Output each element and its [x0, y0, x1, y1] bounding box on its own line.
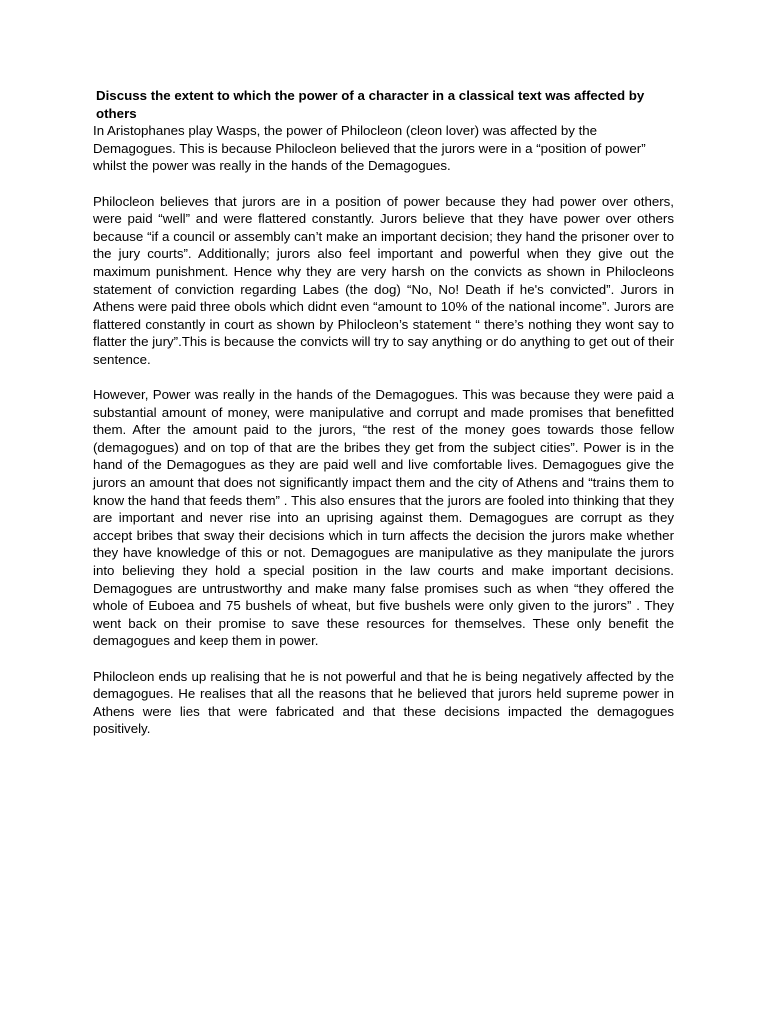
essay-title: Discuss the extent to which the power of a character in a classical text was affected by others: [96, 88, 645, 121]
paragraph-demagogues-power: However, Power was really in the hands of the Demagogues. This was because they were paid a substantial amount of money, were manipulative and corrupt and made promises that benefitted them. After the amount paid to the jurors, “the rest of the money goes towards those fellow (demagogues) and on top of that are the bribes they get from the subject cities”. Power is in the hand of the Demagogues as they are paid well and live comfortable lives. Demagogues give the jurors an amount that does not significantly impact them and the city of Athens and “trains them to know the hand that feeds them” . This also ensures that the jurors are fooled into thinking that they are important and never rise into an uprising against them. Demagogues are corrupt as they accept bribes that sway their decisions which in turn affects the decision the jurors make whether they have knowledge of this or not. Demagogues are manipulative as they manipulate the jurors into believing they hold a special position in the law courts and make important decisions. Demagogues are untrustworthy and make many false promises such as when “they offered the whole of Euboea and 75 bushels of wheat, but five bushels were only given to the jurors” . They went back on their promise to save these resources for themselves. These only benefit the demagogues and keep them in power.: [93, 387, 674, 649]
paragraph-introduction: In Aristophanes play Wasps, the power of Philocleon (cleon lover) was affected by the Demagogues. This is because Philocleon believed that the jurors were in a “position of power” whilst the power was really in the hands of the Demagogues.: [93, 123, 646, 174]
paragraph-jurors-power: Philocleon believes that jurors are in a position of power because they had power over others, were paid “well” and were flattered constantly. Jurors believe that they have power over others because “if a council or assembly can’t make an important decision; they hand the prisoner over to the jury courts”. Additionally; jurors also feel important and powerful when they give out the maximum punishment. Hence why they are very harsh on the convicts as shown in Philocleons statement of conviction regarding Labes (the dog) “No, No! Death if he's convicted”. Jurors in Athens were paid three obols which didnt even “amount to 10% of the national income”. Jurors are flattered constantly in court as shown by Philocleon’s statement “ there’s nothing they wont say to flatter the jury”.This is because the convicts will try to say anything or do anything to get out of their sentence.: [93, 193, 674, 367]
document-page: [93, 87, 674, 756]
paragraph-conclusion: Philocleon ends up realising that he is not powerful and that he is being negatively affected by the demagogues. He realises that all the reasons that he believed that jurors held supreme power in Athens were lies that were fabricated and that these decisions impacted the demagogues positively.: [93, 668, 674, 737]
